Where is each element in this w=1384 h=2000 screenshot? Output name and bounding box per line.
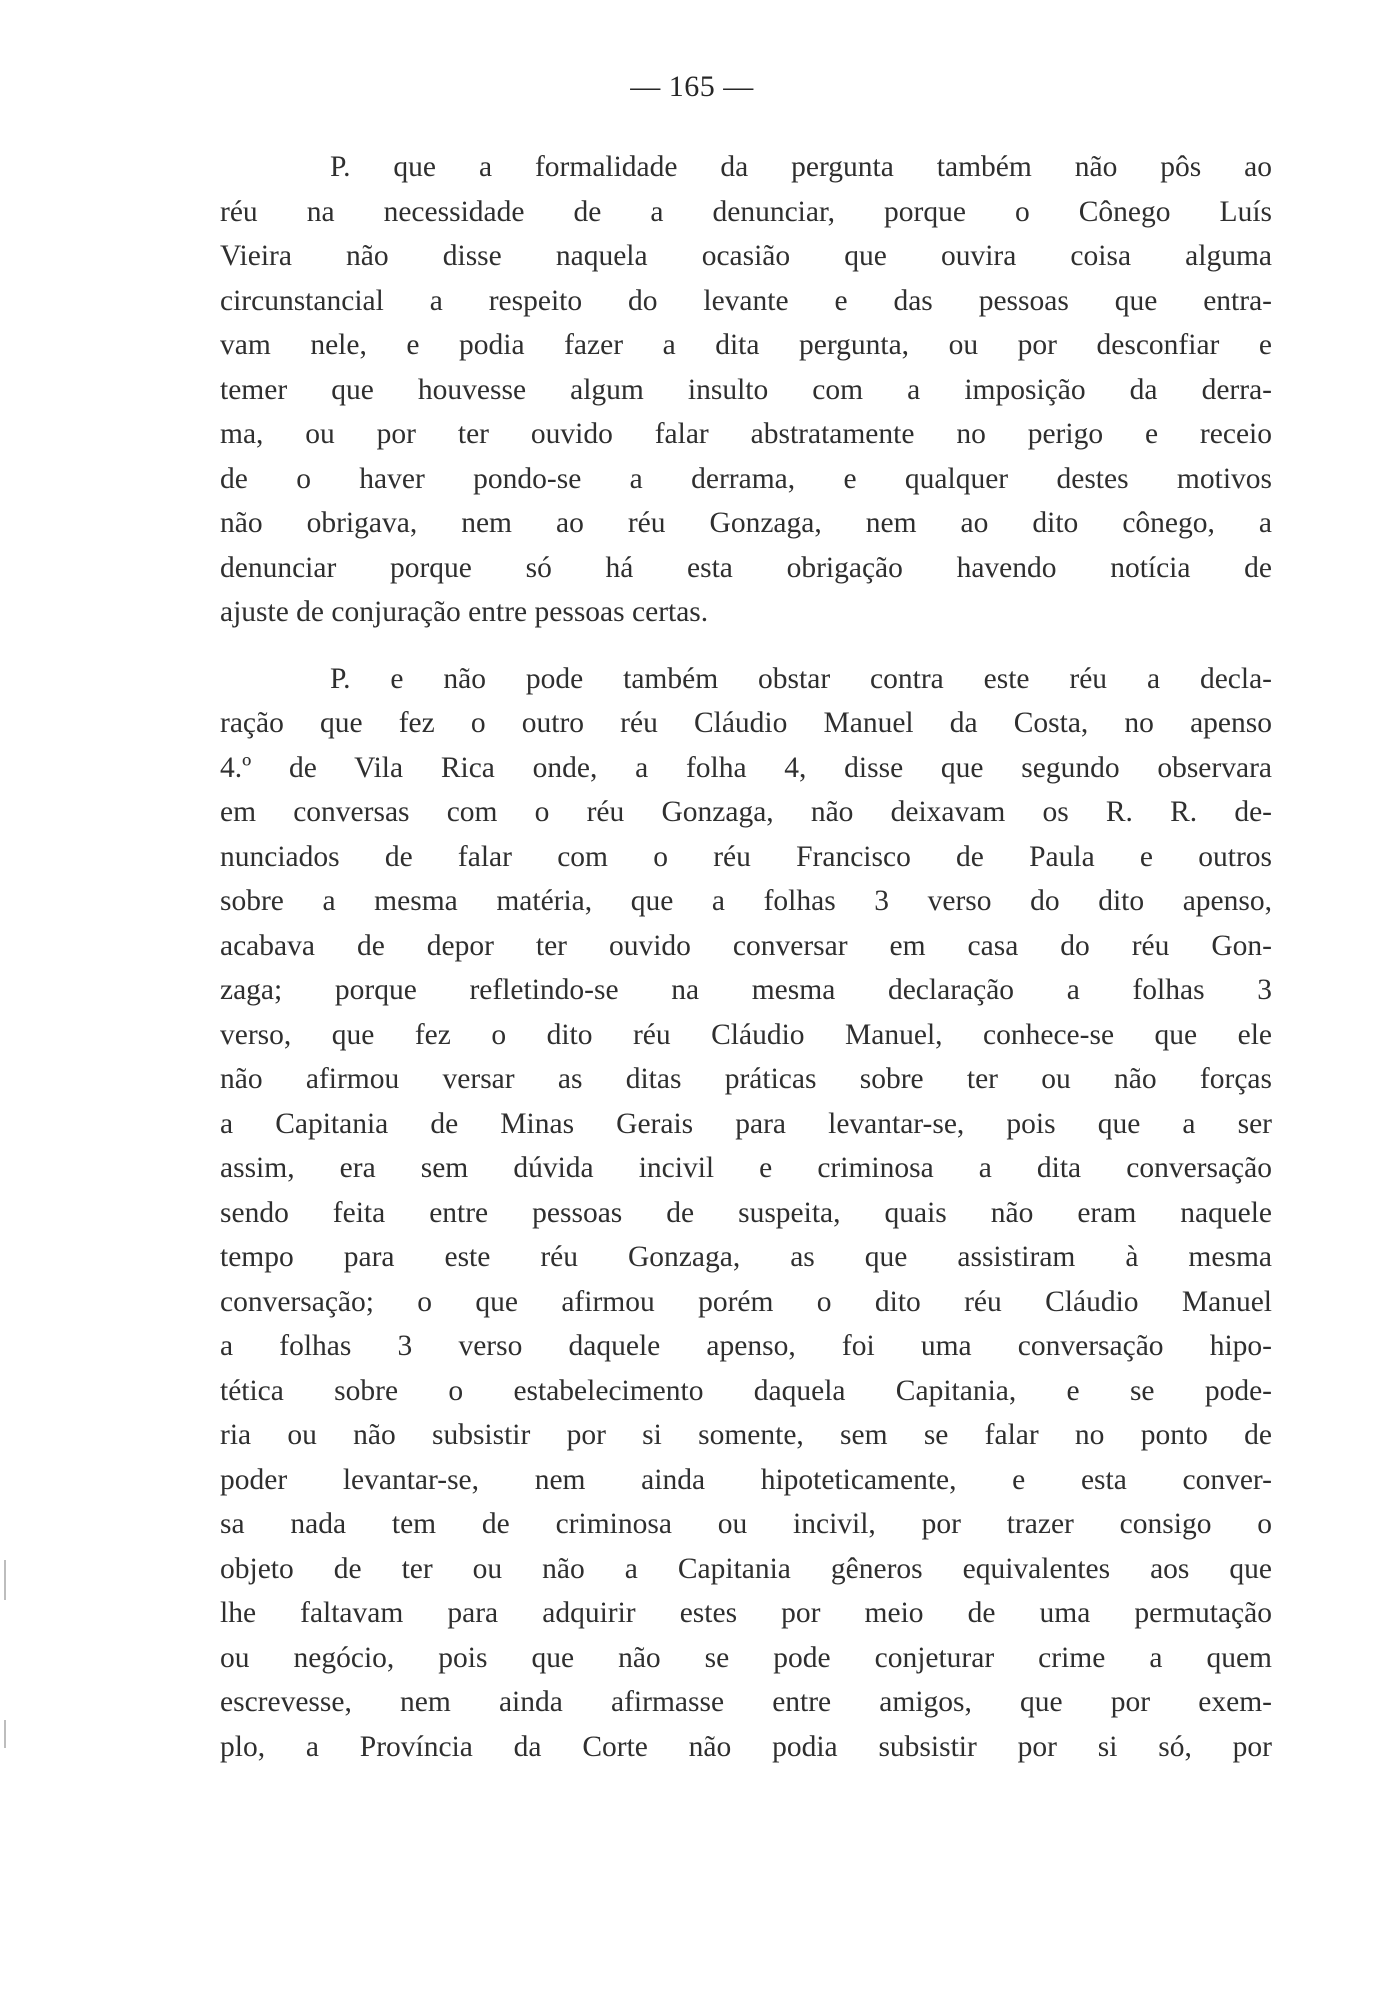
text-line: ma, ou por ter ouvido falar abstratamente no perigo e receio: [220, 418, 1272, 450]
text-line: circunstancial a respeito do levante e das pessoas que entra-: [220, 284, 1272, 317]
text-line: conversação; o que afirmou porém o dito réu Cláudio Manuel: [220, 1285, 1272, 1318]
text-line: ria ou não subsistir por si somente, sem se falar no ponto de: [220, 1419, 1272, 1451]
text-line: denunciar porque só há esta obrigação havendo notícia de: [220, 551, 1272, 584]
text-line: não afirmou versar as ditas práticas sobre ter ou não forças: [220, 1063, 1272, 1095]
text-line: sobre a mesma matéria, que a folhas 3 verso do dito apenso,: [220, 885, 1272, 917]
paragraph-1: [220, 145, 1272, 635]
page-number: — 165 —: [630, 70, 754, 103]
text-line: plo, a Província da Corte não podia subsistir por si só, por: [220, 1730, 1272, 1763]
paragraph-2: [220, 657, 1272, 1770]
text-line: ajuste de conjuração entre pessoas certas.: [220, 596, 709, 628]
text-line: 4.º de Vila Rica onde, a folha 4, disse que segundo observara: [220, 751, 1272, 784]
text-line: verso, que fez o dito réu Cláudio Manuel, conhece-se que ele: [220, 1018, 1272, 1051]
text-line: sa nada tem de criminosa ou incivil, por trazer consigo o: [220, 1508, 1272, 1540]
text-line: P. que a formalidade da pergunta também não pôs ao: [330, 151, 1272, 183]
text-line: Vieira não disse naquela ocasião que ouvira coisa alguma: [220, 240, 1272, 272]
text-line: tempo para este réu Gonzaga, as que assistiram à mesma: [220, 1241, 1272, 1273]
text-line: sendo feita entre pessoas de suspeita, quais não eram naquele: [220, 1196, 1272, 1229]
text-line: poder levantar-se, nem ainda hipoteticamente, e esta conver-: [220, 1463, 1272, 1496]
text-line: escrevesse, nem ainda afirmasse entre amigos, que por exem-: [220, 1686, 1272, 1718]
text-line: réu na necessidade de a denunciar, porque o Cônego Luís: [220, 195, 1272, 228]
text-line: não obrigava, nem ao réu Gonzaga, nem ao dito cônego, a: [220, 507, 1272, 539]
text-line: zaga; porque refletindo-se na mesma declaração a folhas 3: [220, 974, 1272, 1006]
text-line: assim, era sem dúvida incivil e criminosa a dita conversação: [220, 1152, 1272, 1184]
text-line: objeto de ter ou não a Capitania gêneros equivalentes aos que: [220, 1552, 1272, 1585]
text-line: lhe faltavam para adquirir estes por meio de uma permutação: [220, 1597, 1272, 1629]
text-line: de o haver pondo-se a derrama, e qualquer destes motivos: [220, 462, 1272, 495]
text-line: temer que houvesse algum insulto com a imposição da derra-: [220, 373, 1272, 406]
text-line: ou negócio, pois que não se pode conjeturar crime a quem: [220, 1641, 1272, 1674]
text-line: vam nele, e podia fazer a dita pergunta, ou por desconfiar e: [220, 329, 1272, 361]
text-line: P. e não pode também obstar contra este réu a decla-: [330, 662, 1272, 695]
body-text: [220, 145, 1272, 1769]
text-line: tética sobre o estabelecimento daquela Capitania, e se pode-: [220, 1374, 1272, 1407]
scan-edge-mark: [4, 1720, 6, 1748]
text-line: a folhas 3 verso daquele apenso, foi uma conversação hipo-: [220, 1330, 1272, 1362]
paragraph-gap: [220, 635, 1272, 657]
scan-edge-mark: [4, 1560, 6, 1600]
text-line: em conversas com o réu Gonzaga, não deixavam os R. R. de-: [220, 796, 1272, 828]
text-line: a Capitania de Minas Gerais para levantar-se, pois que a ser: [220, 1107, 1272, 1140]
text-line: ração que fez o outro réu Cláudio Manuel da Costa, no apenso: [220, 707, 1272, 739]
text-line: nunciados de falar com o réu Francisco de Paula e outros: [220, 840, 1272, 873]
text-line: acabava de depor ter ouvido conversar em casa do réu Gon-: [220, 929, 1272, 962]
